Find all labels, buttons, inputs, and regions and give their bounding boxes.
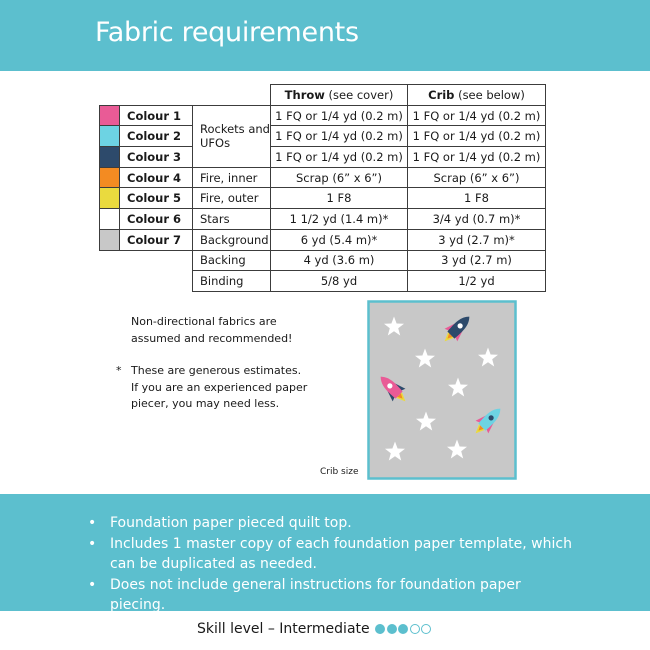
- colour-swatch: [100, 126, 120, 147]
- crib-quilt-image: [367, 300, 517, 480]
- crib-amount: 3 yd (2.7 m)*: [408, 229, 546, 250]
- list-item: [88, 575, 572, 615]
- throw-amount: 1 FQ or 1/4 yd (0.2 m): [271, 105, 408, 126]
- crib-header-bold: Crib: [428, 87, 455, 102]
- crib-amount: 3/4 yd (0.7 m)*: [408, 209, 546, 230]
- column-header-throw: [271, 85, 408, 106]
- list-item: [88, 513, 572, 533]
- skill-dot-filled-icon: [398, 624, 408, 634]
- table-row: [100, 209, 546, 230]
- skill-dot-empty-icon: [421, 624, 431, 634]
- feature-text: Foundation paper pieced quilt top.: [110, 515, 352, 531]
- colour-swatch: [100, 105, 120, 126]
- colour-name: Colour 2: [120, 126, 193, 147]
- note-estimates-text: These are generous estimates. If you are an experienced paper piecer, you may need less.: [131, 364, 308, 410]
- table-row: [100, 147, 546, 168]
- colour-name: Colour 7: [120, 229, 193, 250]
- page-title: Fabric requirements: [95, 17, 359, 48]
- feature-text: Does not include general instructions for foundation paper piecing.: [110, 577, 521, 613]
- crib-header-rest: (see below): [454, 87, 525, 102]
- table-row: [100, 250, 546, 271]
- header-blank: [100, 85, 271, 106]
- crib-caption: Crib size: [320, 467, 359, 477]
- skill-dot-filled-icon: [375, 624, 385, 634]
- features-list: [88, 513, 572, 616]
- colour-swatch: [100, 147, 120, 168]
- notes: [116, 314, 311, 413]
- table-row: [100, 167, 546, 188]
- fabric-use: Backing: [193, 250, 271, 271]
- note-estimates: [116, 363, 311, 413]
- crib-amount: 3 yd (2.7 m): [408, 250, 546, 271]
- column-header-crib: [408, 85, 546, 106]
- note-nondirectional: Non-directional fabrics are assumed and recommended!: [131, 315, 293, 345]
- colour-swatch: [100, 229, 120, 250]
- skill-dot-empty-icon: [410, 624, 420, 634]
- colour-swatch: [100, 209, 120, 230]
- throw-amount: 1 FQ or 1/4 yd (0.2 m): [271, 147, 408, 168]
- throw-amount: Scrap (6” x 6”): [271, 167, 408, 188]
- crib-amount: 1 FQ or 1/4 yd (0.2 m): [408, 147, 546, 168]
- throw-amount: 5/8 yd: [271, 271, 408, 292]
- row-blank: [100, 250, 193, 271]
- table-row: [100, 271, 546, 292]
- table-header-row: [100, 85, 546, 106]
- colour-name: Colour 1: [120, 105, 193, 126]
- table-row: [100, 229, 546, 250]
- table-row: [100, 126, 546, 147]
- throw-amount: 6 yd (5.4 m)*: [271, 229, 408, 250]
- crib-amount: Scrap (6” x 6”): [408, 167, 546, 188]
- colour-swatch: [100, 167, 120, 188]
- table-row: [100, 105, 546, 126]
- bullet-icon: •: [88, 577, 97, 593]
- fabric-use: Stars: [193, 209, 271, 230]
- skill-level-dots: [374, 624, 432, 634]
- crib-amount: 1 F8: [408, 188, 546, 209]
- throw-header-rest: (see cover): [324, 87, 394, 102]
- fabric-use: Fire, inner: [193, 167, 271, 188]
- header-band: [0, 0, 650, 71]
- skill-level-text: Skill level – Intermediate: [197, 621, 370, 637]
- colour-name: Colour 5: [120, 188, 193, 209]
- skill-level: [197, 621, 431, 637]
- skill-dot-filled-icon: [387, 624, 397, 634]
- colour-name: Colour 6: [120, 209, 193, 230]
- bullet-icon: •: [88, 515, 97, 531]
- bullet-icon: •: [88, 536, 97, 552]
- asterisk: *: [116, 364, 122, 377]
- throw-amount: 1 F8: [271, 188, 408, 209]
- row-blank: [100, 271, 193, 292]
- colour-swatch: [100, 188, 120, 209]
- fabric-use: Background: [193, 229, 271, 250]
- fabric-use: Binding: [193, 271, 271, 292]
- throw-amount: 1 1/2 yd (1.4 m)*: [271, 209, 408, 230]
- throw-amount: 1 FQ or 1/4 yd (0.2 m): [271, 126, 408, 147]
- table-row: [100, 188, 546, 209]
- crib-amount: 1/2 yd: [408, 271, 546, 292]
- throw-amount: 4 yd (3.6 m): [271, 250, 408, 271]
- fabric-use: Fire, outer: [193, 188, 271, 209]
- feature-text: Includes 1 master copy of each foundation paper template, which can be duplicated as needed.: [110, 536, 572, 572]
- list-item: [88, 534, 572, 574]
- fabric-table: [99, 84, 546, 292]
- colour-name: Colour 3: [120, 147, 193, 168]
- crib-amount: 1 FQ or 1/4 yd (0.2 m): [408, 105, 546, 126]
- crib-amount: 1 FQ or 1/4 yd (0.2 m): [408, 126, 546, 147]
- colour-name: Colour 4: [120, 167, 193, 188]
- throw-header-bold: Throw: [284, 87, 325, 102]
- fabric-use: Rockets and UFOs: [193, 105, 271, 167]
